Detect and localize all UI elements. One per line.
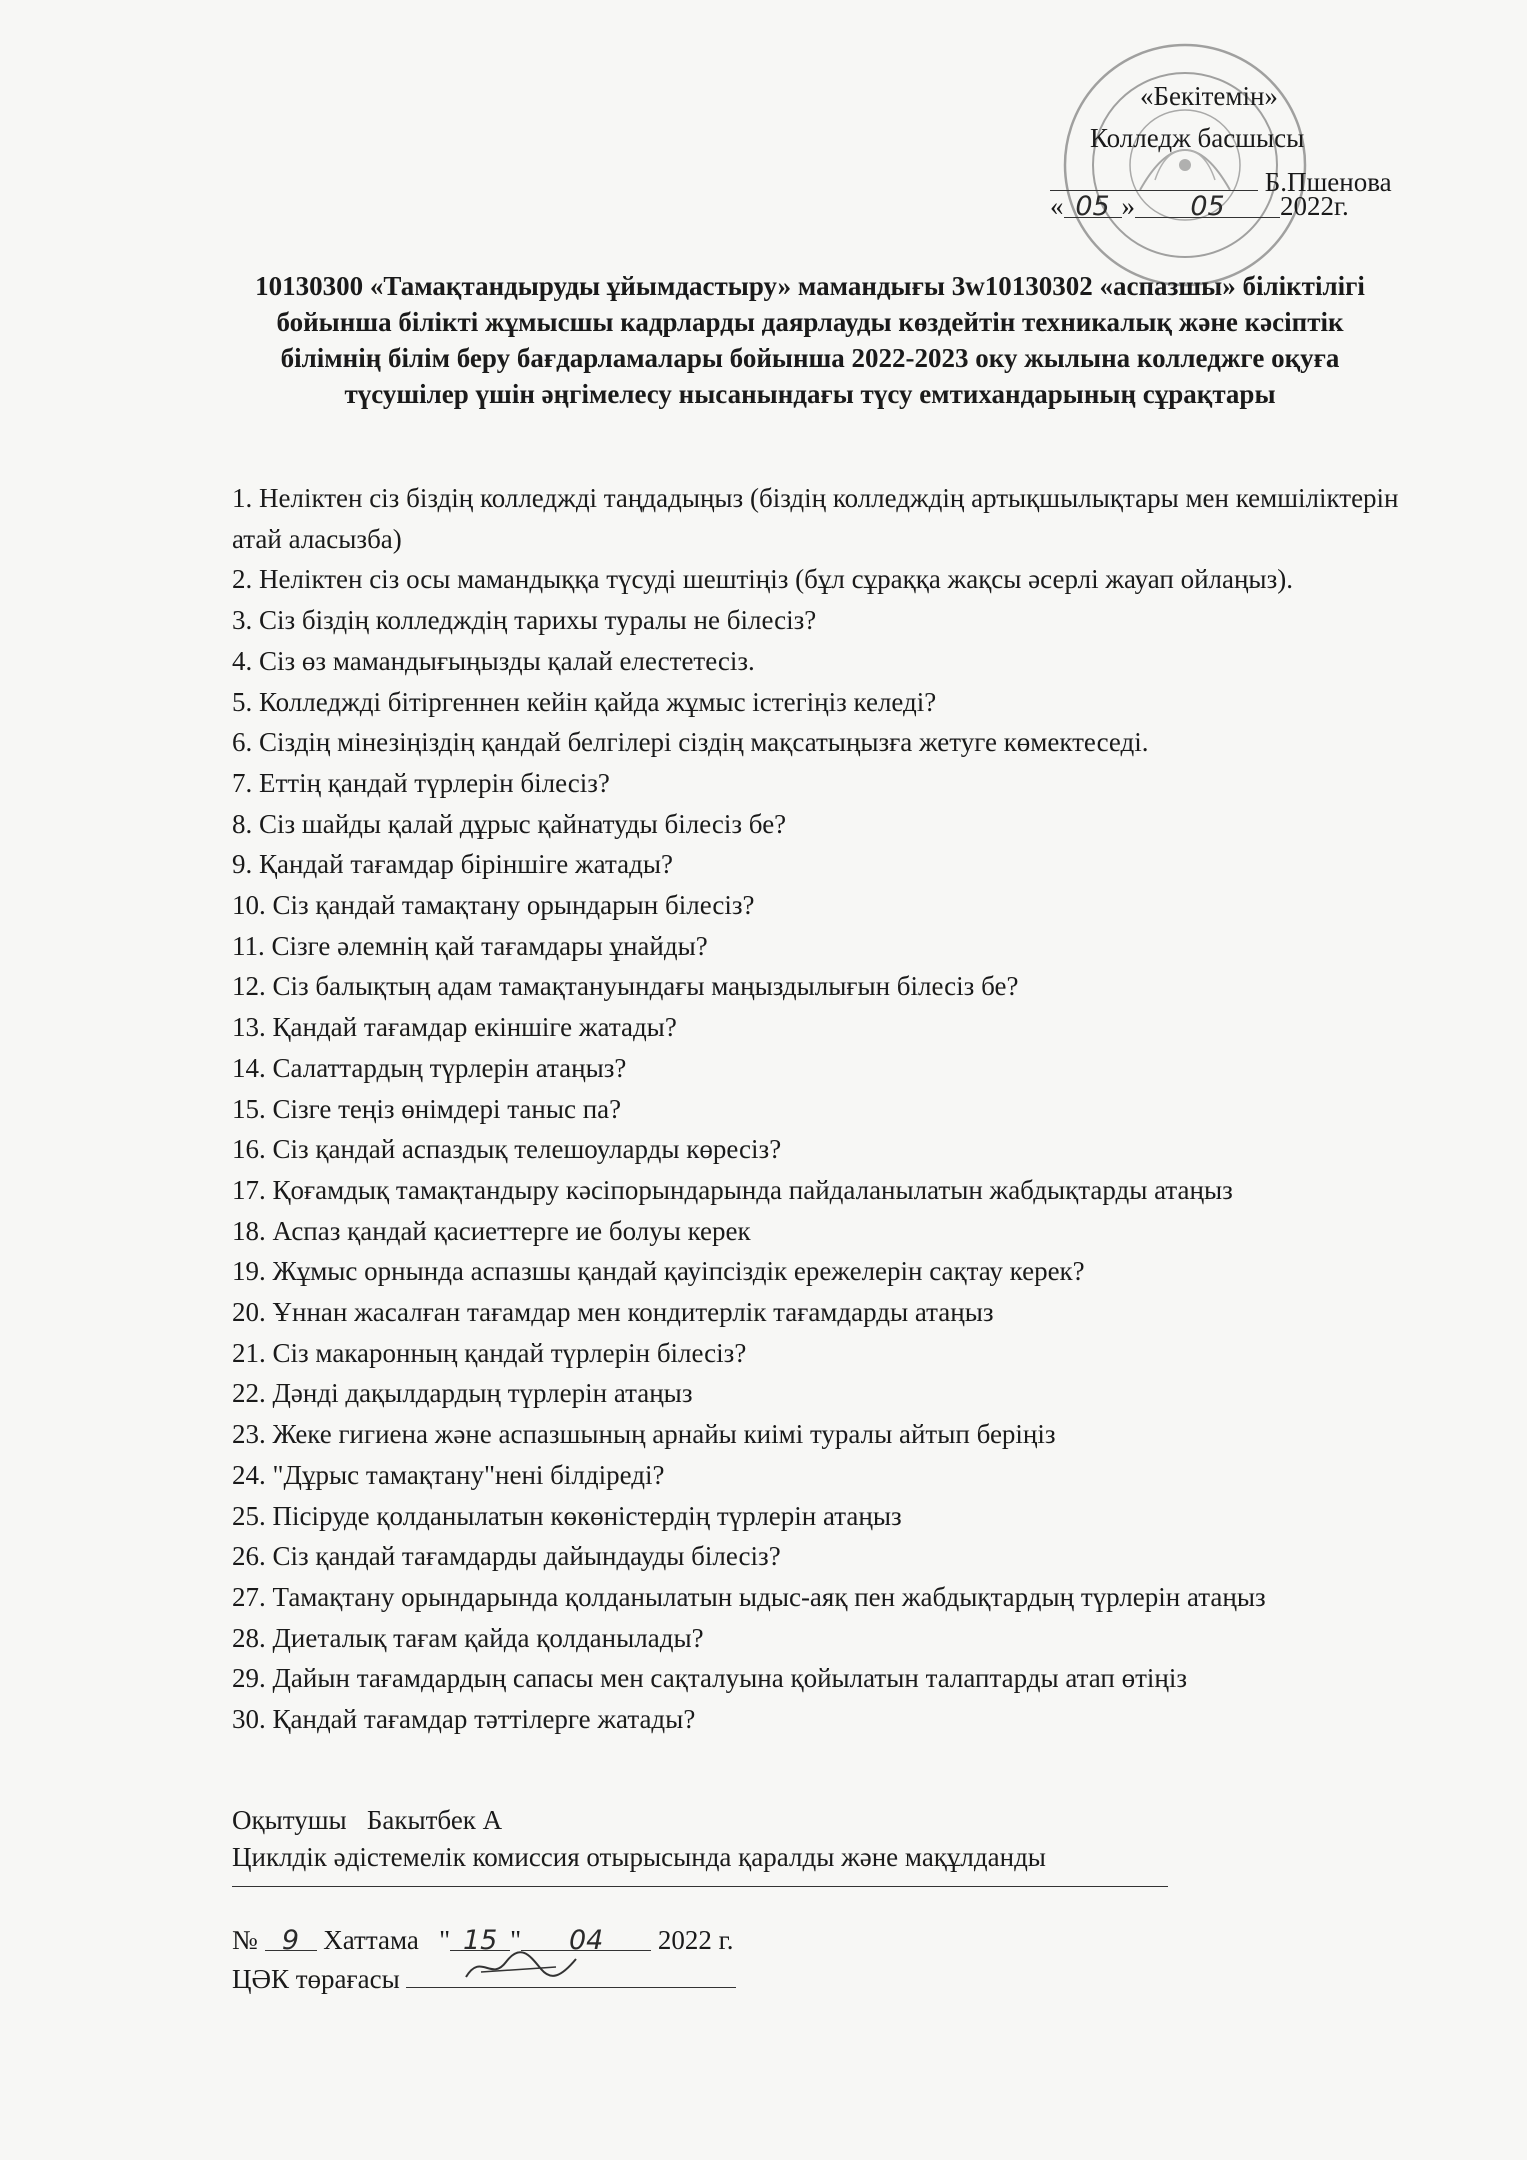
questions-list xyxy=(232,478,1502,1740)
approval-date xyxy=(1050,188,1349,224)
approval-heading: «Бекітемін» xyxy=(1140,81,1278,111)
list-item: 6. Сіздің мінезіңіздің қандай белгілері сіздің мақсатыңызға жетуге көмектеседі. xyxy=(232,727,1149,758)
footer-divider xyxy=(232,1886,1168,1887)
list-item: 24. "Дұрыс тамақтану"нені білдіреді? xyxy=(232,1459,665,1490)
list-item: 30. Қандай тағамдар тәттілерге жатады? xyxy=(232,1704,696,1735)
chair-line xyxy=(232,1959,736,1998)
approval-note: Циклдік әдістемелік комиссия отырысында қаралды және мақұлданды xyxy=(232,1842,1046,1872)
list-item: 26. Сіз қандай тағамдарды дайындауды білесіз? xyxy=(232,1541,781,1572)
chair-label: ЦӘК төрағасы xyxy=(232,1964,400,1994)
list-item: 17. Қоғамдық тамақтандыру кәсіпорындарында пайдаланылатын жабдықтарды атаңыз xyxy=(232,1174,1233,1205)
list-item: 3. Сіз біздің колледждің тарихы туралы не білесіз? xyxy=(232,605,817,636)
protocol-quote-close: " xyxy=(510,1925,522,1955)
list-item: 18. Аспаз қандай қасиеттерге ие болуы керек xyxy=(232,1215,751,1246)
list-item: 9. Қандай тағамдар біріншіге жатады? xyxy=(232,849,673,880)
list-item: 25. Пісіруде қолданылатын көкөністердің түрлерін атаңыз xyxy=(232,1500,902,1531)
list-item: 13. Қандай тағамдар екіншіге жатады? xyxy=(232,1012,677,1043)
list-item: 11. Сізге әлемнің қай тағамдары ұнайды? xyxy=(232,930,708,961)
approval-position: Колледж басшысы xyxy=(1090,123,1305,153)
protocol-month: 04 xyxy=(521,1922,651,1951)
teacher-name: Бакытбек А xyxy=(366,1805,503,1835)
list-item: 5. Колледжді бітіргеннен кейін қайда жұмыс істегіңіз келеді? xyxy=(232,686,937,717)
protocol-number: 9 xyxy=(265,1922,317,1951)
list-item: 19. Жұмыс орнында аспазшы қандай қауіпсіздік ережелерін сақтау керек? xyxy=(232,1256,1085,1287)
list-item: 15. Сізге теңіз өнімдері таныс па? xyxy=(232,1093,622,1124)
list-item: 21. Сіз макаронның қандай түрлерін білесіз? xyxy=(232,1337,747,1368)
approval-signature-blank xyxy=(1050,162,1258,191)
list-item: 10. Сіз қандай тамақтану орындарын білесіз? xyxy=(232,890,755,921)
list-item: 28. Диеталық тағам қайда қолданылады? xyxy=(232,1622,704,1653)
approval-year: 2022г. xyxy=(1280,191,1349,221)
chair-signature xyxy=(461,1947,581,1987)
list-item: 22. Дәнді дақылдардың түрлерін атаңыз xyxy=(232,1378,693,1409)
list-item: 8. Сіз шайды қалай дұрыс қайнатуды білесіз бе? xyxy=(232,808,787,839)
list-item: 1. Неліктен сіз біздің колледжді таңдадыңыз (біздің колледждің артықшылықтары мен кемшіліктерін атай аласызба) xyxy=(232,483,1399,554)
approval-name: Б.Пшенова xyxy=(1264,167,1392,197)
protocol-label: Хаттама xyxy=(323,1925,419,1955)
list-item: 14. Салаттардың түрлерін атаңыз? xyxy=(232,1052,627,1083)
number-label: № xyxy=(232,1925,258,1955)
protocol-quote-open: " xyxy=(439,1925,451,1955)
list-item: 29. Дайын тағамдардың сапасы мен сақталуына қойылатын талаптарды атап өтіңіз xyxy=(232,1663,1188,1694)
list-item: 12. Сіз балықтың адам тамақтануындағы маңыздылығын білесіз бе? xyxy=(232,971,1019,1002)
approval-day: 05 xyxy=(1064,189,1122,218)
list-item: 2. Неліктен сіз осы мамандыққа түсуді шештіңіз (бұл сұраққа жақсы әсерлі жауап ойлаңыз). xyxy=(232,564,1293,595)
list-item: 4. Сіз өз мамандығыңызды қалай елестетесіз. xyxy=(232,645,755,676)
protocol-day: 15 xyxy=(450,1922,510,1951)
list-item: 16. Сіз қандай аспаздық телешоуларды көресіз? xyxy=(232,1134,782,1165)
document-title: 10130300 «Тамақтандыруды ұйымдастыру» мамандығы 3w10130302 «аспазшы» біліктілігі бойынша білікті жұмысшы кадрларды даярлауды көздейтін техникалық және кәсіптік білімнің білім беру бағдарламалары бойынша 2022-2023 оку жылына колледжге оқуға түсушілер үшін әңгімелесу нысанындағы түсу емтихандарының сұрақтары xyxy=(255,271,1365,409)
approval-date-mid: » xyxy=(1121,191,1135,221)
list-item: 23. Жеке гигиена және аспазшының арнайы киімі туралы айтып беріңіз xyxy=(232,1419,1056,1450)
approval-month: 05 xyxy=(1135,189,1280,218)
teacher-line xyxy=(232,1802,502,1839)
chair-signature-blank xyxy=(406,1959,736,1988)
list-item: 20. Ұннан жасалған тағамдар мен кондитерлік тағамдарды атаңыз xyxy=(232,1297,994,1328)
list-item: 27. Тамақтану орындарында қолданылатын ыдыс-аяқ пен жабдықтардың түрлерін атаңыз xyxy=(232,1581,1266,1612)
teacher-label: Оқытушы xyxy=(232,1805,347,1835)
protocol-year: 2022 г. xyxy=(657,1925,734,1955)
list-item: 7. Еттің қандай түрлерін білесіз? xyxy=(232,767,610,798)
approval-date-open: « xyxy=(1050,191,1064,221)
